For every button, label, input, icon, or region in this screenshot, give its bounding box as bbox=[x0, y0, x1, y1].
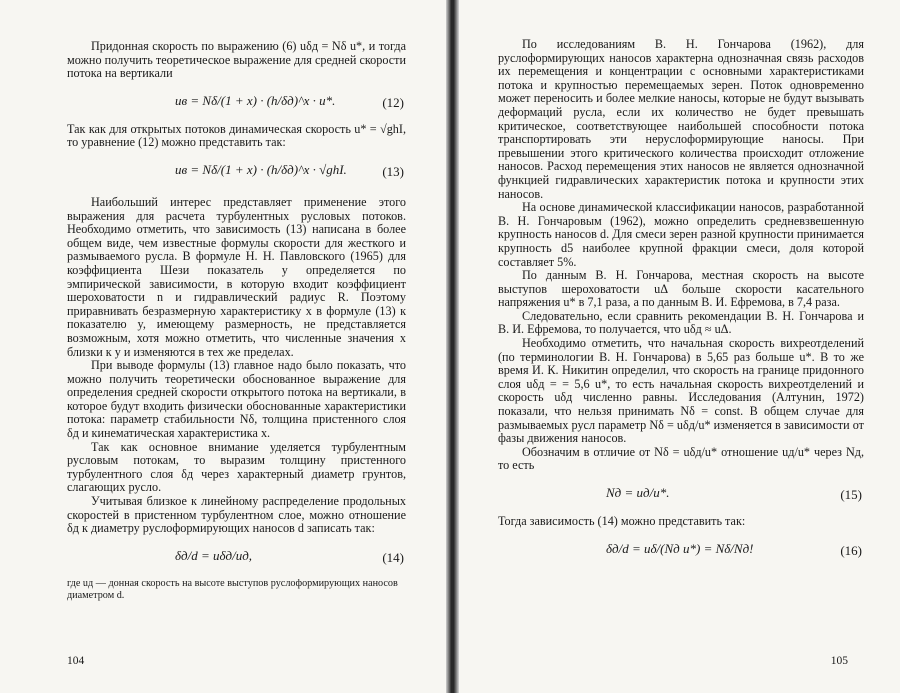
equation-body: uв = Nδ/(1 + x) · (h/δд)^x · u*. bbox=[175, 92, 336, 108]
footnote: где uд — донная скорость на высоте выступов руслоформирующих наносов диаметром d. bbox=[67, 577, 398, 601]
left-page bbox=[0, 0, 446, 693]
paragraph: Необходимо отметить, что начальная скорость вихреотделений (по терминологии В. Н. Гончарова) в 5,65 раз больше u*. В то же время И. К. Никитин определил, что скорость на границе придонного слоя uδд = = 5,6 u*, то есть начальная скорость вихреотделений и скорость uδд численно равны. Исследования (Алтунин, 1972) показали, что нельзя принимать Nδ = const. В общем случае для размываемых русл параметр Nδ = uδд/u* изменяется в зависимости от фазы движения наносов. bbox=[498, 336, 864, 446]
book-gutter bbox=[446, 0, 459, 693]
equation-number: (15) bbox=[840, 487, 862, 502]
paragraph: Придонная скорость по выражению (6) uδд = Nδ u*, и тогда можно получить теоретическое выражение для средней скорости потока на вертикали bbox=[67, 39, 406, 81]
equation-body: δд/d = uδд/uд, bbox=[175, 547, 253, 563]
equation-number: (16) bbox=[840, 542, 862, 558]
paragraph: Следовательно, если сравнить рекомендации В. Н. Гончарова и В. И. Ефремова, то получается, что uδд ≈ uΔ. bbox=[498, 308, 864, 337]
paragraph: По исследованиям В. Н. Гончарова (1962), для руслоформирующих наносов характерна однозначная связь расходов их перемещения и концентрации с основными характеристиками потока и крупностью перемещаемых зерен. Поток одновременно может переносить и более мелкие наносы, которые не будут вызывать деформаций русла, если их количество не будет превышать критическое, соответствующее наибольшей способности потока транспортировать эти неруслоформирующие наносы. При превышении этого критического количества происходит отложение наносов. Расход перемещения этих наносов не является однозначной функцией гидравлических характеристик потока и крупности этих наносов. bbox=[498, 37, 864, 201]
equation-number: (14) bbox=[382, 549, 404, 565]
paragraph: Так как для открытых потоков динамическая скорость u* = √ghI, то уравнение (12) можно представить так: bbox=[67, 121, 406, 150]
equation-16 bbox=[498, 535, 864, 565]
equation-12 bbox=[67, 87, 406, 117]
equation-body: uв = Nδ/(1 + x) · (h/δд)^x · √ghI. bbox=[175, 161, 347, 177]
paragraph: При выводе формулы (13) главное надо было показать, что можно получить теоретически обоснованное выражение для определения средней скорости открытого потока на вертикали, в которое будут входить физически обоснованные характеристики потока: параметр стабильности Nδ, толщина пристенного слоя δд и кинематическая характеристика x. bbox=[67, 358, 406, 441]
paragraph: Учитывая близкое к линейному распределение продольных скоростей в пристенном турбулентном слое, можно отношение δд к диаметру руслоформирующих наносов d записать так: bbox=[67, 494, 406, 536]
paragraph: Так как основное внимание уделяется турбулентным русловым потокам, то выразим толщину пристенного турбулентного слоя δд через характерный диаметр грунтов, слагающих русло. bbox=[67, 439, 406, 495]
paragraph: На основе динамической классификации наносов, разработанной В. Н. Гончаровым (1962), можно определить средневзвешенную крупность наносов d. Для смеси зерен разной крупности принимается крупность d5 наиболее крупной фракции смеси, доля которой составляет 5%. bbox=[498, 200, 864, 269]
equation-13 bbox=[67, 156, 406, 186]
equation-number: (13) bbox=[382, 163, 404, 179]
page-number: 104 bbox=[67, 655, 85, 667]
paragraph: Обозначим в отличие от Nδ = uδд/u* отношение uд/u* через Nд, то есть bbox=[498, 444, 864, 473]
paragraph: По данным В. Н. Гончарова, местная скорость на высоте выступов шероховатости uΔ больше скорости касательного напряжения u* в 7,1 раза, а по данным В. И. Ефремова, в 7,4 раза. bbox=[498, 268, 864, 310]
paragraph: Наибольший интерес представляет применение этого выражения для расчета турбулентных русловых потоков. Необходимо отметить, что зависимость (13) написана в более общем виде, чем известные формулы скорости для жесткого и размываемого русла. В формуле Н. Н. Павловского (1965) для коэффициента Шези показатель y определяется по эмпирической зависимости, в которую входит коэффициент шероховатости n и гидравлический радиус R. Поэтому приравнивать безразмерную характеристику x в формуле (13) к показателю y, имеющему размерность, не представляется возможным, хотя можно отметить, что численные значения x близки к y и изменяются в тех же пределах. bbox=[67, 194, 406, 359]
paragraph: Тогда зависимость (14) можно представить так: bbox=[498, 514, 746, 528]
equation-15 bbox=[498, 479, 864, 509]
equation-body: Nд = uд/u*. bbox=[606, 485, 670, 500]
equation-number: (12) bbox=[382, 94, 404, 110]
equation-body: δд/d = uδ/(Nд u*) = Nδ/Nд! bbox=[606, 540, 754, 556]
page-number: 105 bbox=[830, 655, 848, 667]
right-page bbox=[459, 0, 900, 693]
equation-14 bbox=[67, 542, 406, 572]
